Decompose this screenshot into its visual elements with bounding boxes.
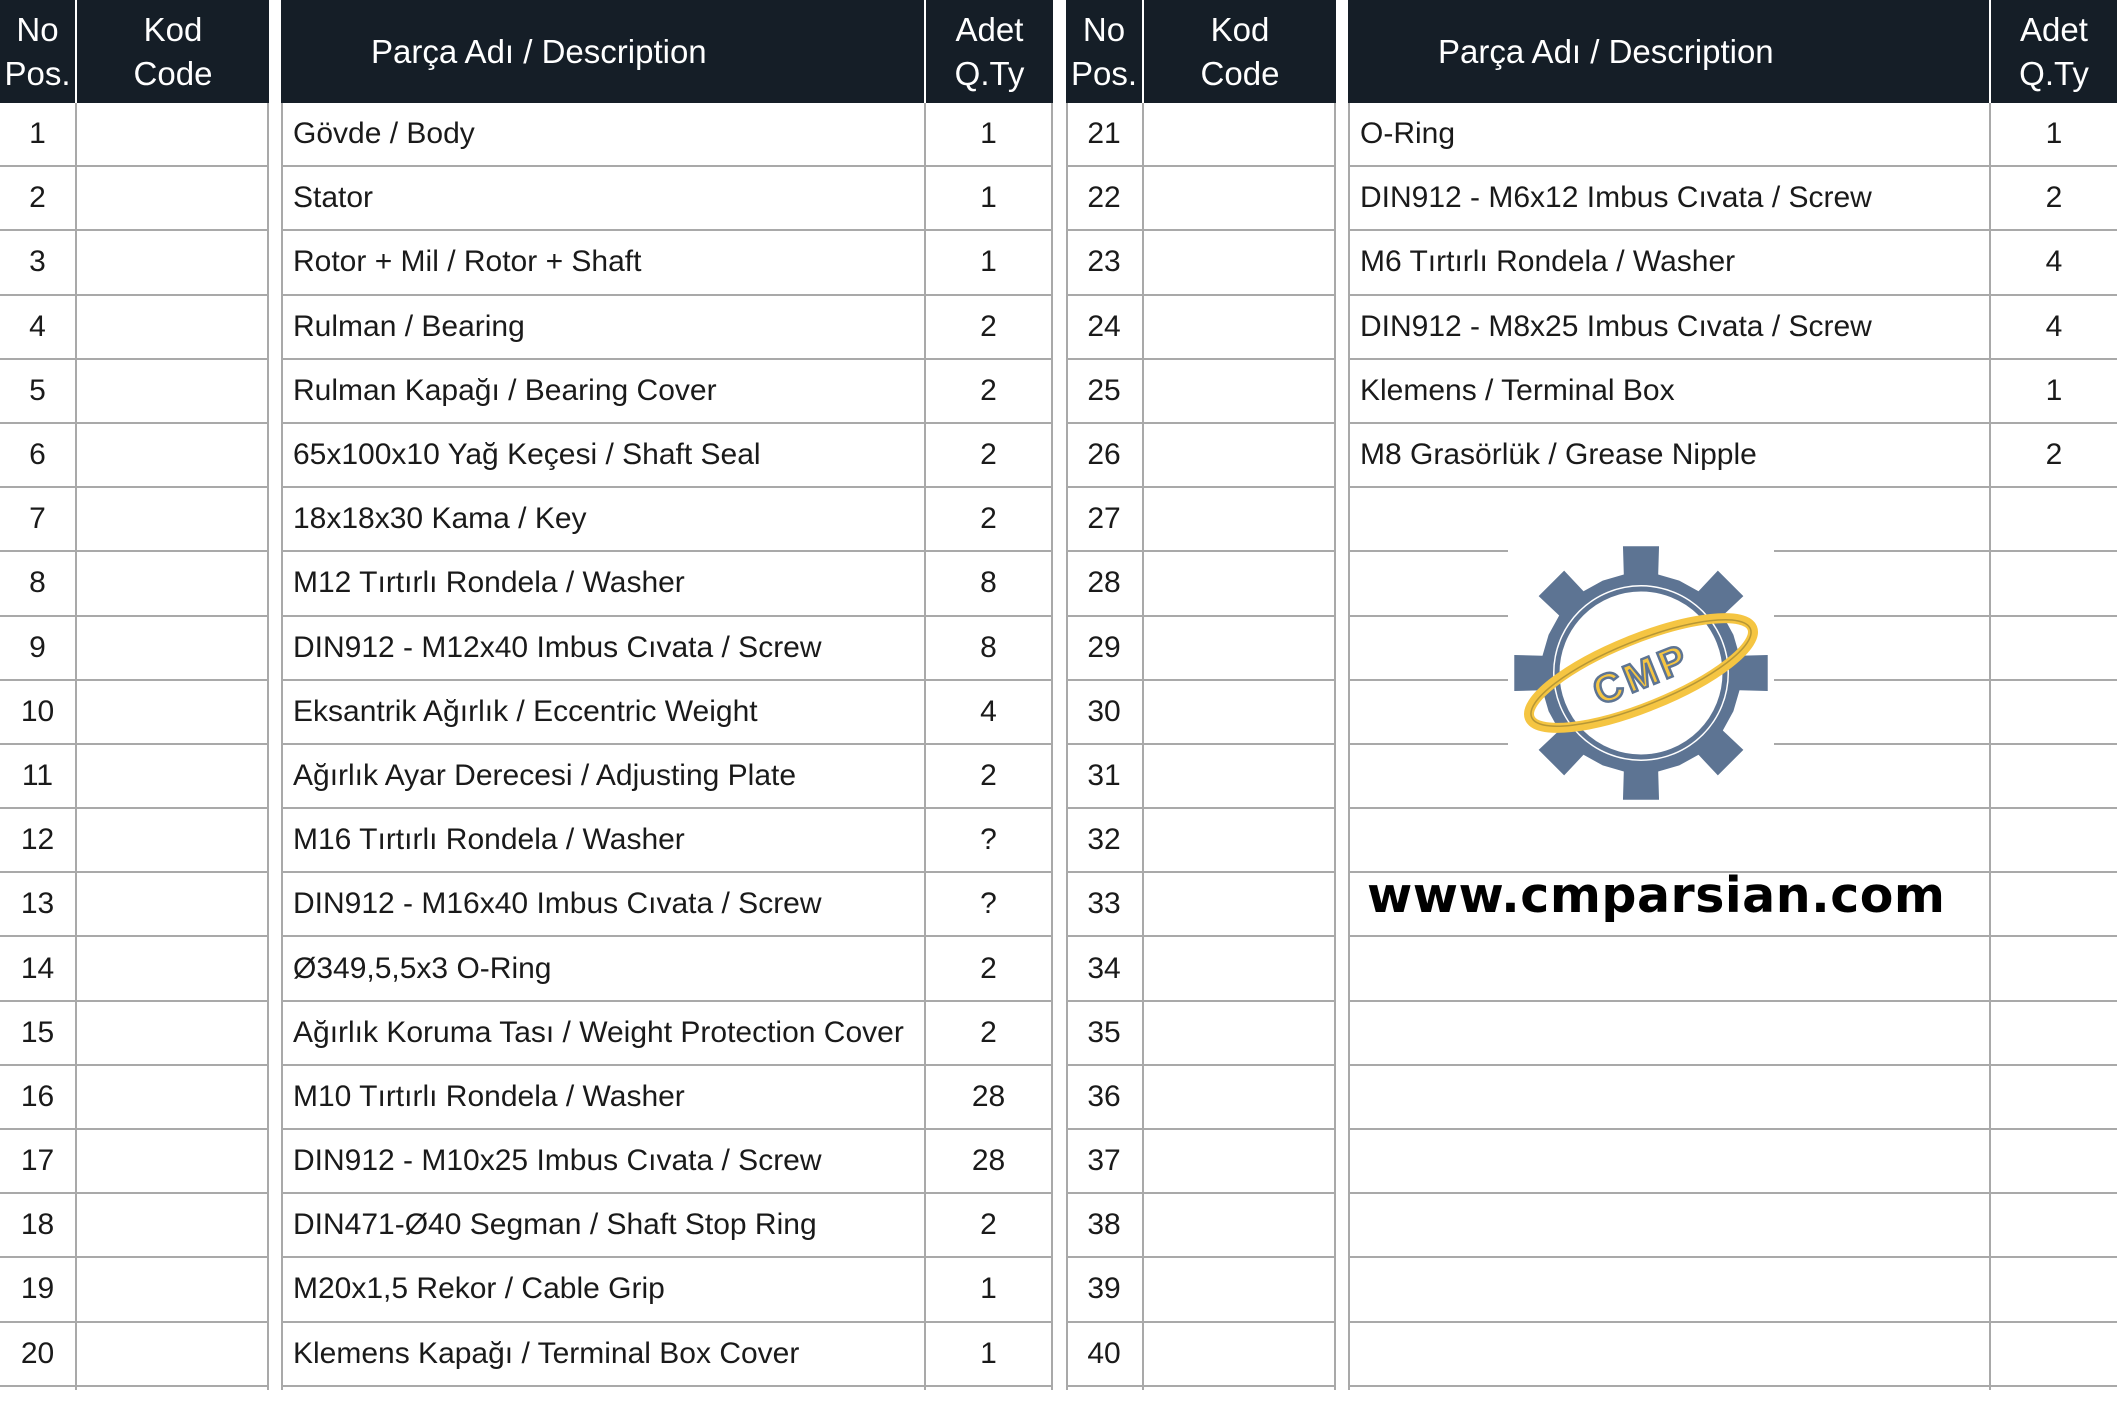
row-description: M6 Tırtırlı Rondela / Washer: [1360, 245, 1736, 279]
row-number: 16: [20, 1079, 55, 1113]
row-description: DIN471-Ø40 Segman / Shaft Stop Ring: [293, 1208, 817, 1242]
header-qty-label: Q.Ty: [2019, 54, 2089, 92]
table-row: [281, 1323, 1053, 1387]
header-adet-label: Adet: [2020, 10, 2088, 48]
row-quantity: [1991, 937, 2117, 999]
row-quantity: 1: [980, 1336, 997, 1370]
header-adet-label: Adet: [955, 10, 1024, 48]
header-no: [0, 0, 75, 103]
row-code: [1144, 424, 1334, 486]
table-row: [0, 681, 269, 745]
row-code: [1144, 488, 1334, 550]
row-number: 20: [20, 1336, 55, 1370]
row-description: DIN912 - M8x25 Imbus Cıvata / Screw: [1360, 309, 1872, 343]
logo-text: CMP: [1586, 635, 1697, 715]
row-quantity: [1991, 873, 2117, 935]
row-code: [77, 1258, 267, 1320]
row-quantity: [1991, 809, 2117, 871]
table-row: [0, 167, 269, 231]
row-number: 18: [20, 1208, 55, 1242]
right-no-code-rows: [1066, 103, 1336, 1387]
header-qty: [926, 0, 1053, 103]
table-row: [0, 231, 269, 295]
table-row: [281, 296, 1053, 360]
row-description: Rulman / Bearing: [293, 309, 525, 343]
row-quantity: 2: [980, 502, 997, 536]
row-description: Ø349,5,5x3 O-Ring: [293, 951, 552, 985]
table-row: [1066, 360, 1336, 424]
row-code: [1144, 103, 1334, 165]
row-quantity: 28: [971, 1144, 1006, 1178]
row-description: Stator: [293, 181, 374, 215]
row-description: O-Ring: [1360, 117, 1456, 151]
table-row: [1348, 103, 2117, 167]
header-kod-label: Kod: [1210, 10, 1270, 48]
header-no: [1066, 0, 1142, 103]
row-code: [1144, 681, 1334, 743]
table-row: [1066, 424, 1336, 488]
row-code: [77, 360, 267, 422]
table-row: [281, 1130, 1053, 1194]
row-code: [77, 937, 267, 999]
row-description: M20x1,5 Rekor / Cable Grip: [293, 1272, 665, 1306]
table-row: [0, 809, 269, 873]
row-quantity: 4: [2045, 245, 2063, 279]
table-row: [0, 937, 269, 1001]
table-row: [281, 1194, 1053, 1258]
table-row: [1066, 488, 1336, 552]
header-code-label: Code: [1200, 54, 1280, 92]
row-quantity: 1: [2045, 117, 2063, 151]
table-row: [0, 873, 269, 937]
table-row: [1348, 424, 2117, 488]
row-description: 65x100x10 Yağ Keçesi / Shaft Seal: [293, 438, 761, 472]
row-description: Ağırlık Ayar Derecesi / Adjusting Plate: [293, 758, 797, 792]
table-row: [1348, 167, 2117, 231]
row-description: [1348, 1002, 1989, 1064]
table-row: [1066, 1258, 1336, 1322]
header-code: [77, 0, 269, 103]
row-quantity: ?: [980, 887, 997, 921]
row-description: M8 Grasörlük / Grease Nipple: [1360, 438, 1757, 472]
header-no-label: No: [1082, 10, 1126, 48]
header-description: [1348, 0, 1989, 103]
row-description: DIN912 - M6x12 Imbus Cıvata / Screw: [1360, 181, 1872, 215]
table-row: [1066, 873, 1336, 937]
row-code: [1144, 1194, 1334, 1256]
row-code: [1144, 360, 1334, 422]
table-row: [1348, 809, 2117, 873]
row-number: 12: [20, 823, 55, 857]
row-quantity: 2: [980, 758, 997, 792]
left-no-code-block: [0, 0, 269, 1390]
row-code: [1144, 231, 1334, 293]
row-description: [1348, 937, 1989, 999]
table-row: [0, 617, 269, 681]
table-row: [1348, 1066, 2117, 1130]
row-quantity: 1: [980, 245, 997, 279]
row-quantity: [1991, 617, 2117, 679]
table-row: [0, 552, 269, 616]
table-row: [1066, 167, 1336, 231]
row-quantity: 2: [2045, 438, 2063, 472]
row-code: [1144, 1002, 1334, 1064]
table-row: [281, 681, 1053, 745]
row-description: [1348, 809, 1989, 871]
table-row: [0, 1194, 269, 1258]
header-pos-label: Pos.: [4, 54, 71, 92]
table-row: [0, 1066, 269, 1130]
table-row: [281, 745, 1053, 809]
row-description: DIN912 - M10x25 Imbus Cıvata / Screw: [293, 1144, 822, 1178]
row-quantity: 28: [971, 1079, 1006, 1113]
row-quantity: [1991, 745, 2117, 807]
left-desc-qty-block: [281, 0, 1053, 1390]
row-code: [1144, 167, 1334, 229]
row-description: DIN912 - M12x40 Imbus Cıvata / Screw: [293, 630, 822, 664]
row-description: Gövde / Body: [293, 117, 475, 151]
table-row: [1066, 1194, 1336, 1258]
table-row: [1066, 745, 1336, 809]
row-number: 11: [21, 758, 54, 792]
table-row: [0, 1130, 269, 1194]
row-code: [1144, 745, 1334, 807]
row-description: 18x18x30 Kama / Key: [293, 502, 587, 536]
row-number: 9: [29, 630, 46, 664]
row-code: [77, 1066, 267, 1128]
row-code: [77, 1194, 267, 1256]
table-row: [1348, 231, 2117, 295]
row-quantity: 4: [980, 694, 997, 728]
row-number: 33: [1087, 887, 1121, 921]
row-code: [77, 1323, 267, 1385]
row-number: 35: [1087, 1015, 1121, 1049]
row-code: [77, 167, 267, 229]
header-description-label: Parça Adı / Description: [1438, 32, 1774, 70]
header-code: [1144, 0, 1336, 103]
row-number: 34: [1087, 951, 1121, 985]
row-number: 24: [1087, 309, 1121, 343]
table-row: [1066, 296, 1336, 360]
row-code: [1144, 873, 1334, 935]
row-number: 5: [29, 373, 46, 407]
row-code: [77, 488, 267, 550]
row-description: Ağırlık Koruma Tası / Weight Protection Cover: [293, 1015, 904, 1049]
right-no-code-block: [1066, 0, 1336, 1390]
row-code: [77, 552, 267, 614]
row-number: 10: [20, 694, 55, 728]
row-quantity: [1991, 488, 2117, 550]
row-code: [1144, 809, 1334, 871]
row-number: 19: [20, 1272, 55, 1306]
row-number: 23: [1087, 245, 1121, 279]
row-description: Klemens / Terminal Box: [1360, 373, 1675, 407]
row-number: 36: [1087, 1079, 1121, 1113]
table-row: [0, 424, 269, 488]
table-row: [281, 617, 1053, 681]
table-row: [281, 1258, 1053, 1322]
row-quantity: [1991, 1323, 2117, 1385]
row-quantity: [1991, 1258, 2117, 1320]
row-number: 4: [29, 309, 46, 343]
table-row: [1348, 1258, 2117, 1322]
header-kod-label: Kod: [143, 10, 203, 48]
row-number: 25: [1087, 373, 1121, 407]
table-row: [1066, 617, 1336, 681]
row-code: [1144, 937, 1334, 999]
row-description: Klemens Kapağı / Terminal Box Cover: [293, 1336, 800, 1370]
table-row: [1348, 1323, 2117, 1387]
table-row: [281, 937, 1053, 1001]
header-qty-label: Q.Ty: [954, 54, 1025, 92]
table-row: [0, 296, 269, 360]
table-row: [281, 103, 1053, 167]
table-row: [1066, 1002, 1336, 1066]
row-code: [77, 103, 267, 165]
row-description: [1348, 1066, 1989, 1128]
table-row: [1348, 1194, 2117, 1258]
row-quantity: 8: [980, 566, 997, 600]
row-code: [77, 296, 267, 358]
row-quantity: 2: [980, 1015, 997, 1049]
table-row: [1348, 296, 2117, 360]
table-row: [1348, 1002, 2117, 1066]
row-quantity: [1991, 681, 2117, 743]
table-row: [281, 1002, 1053, 1066]
row-code: [1144, 296, 1334, 358]
row-quantity: 4: [2045, 309, 2063, 343]
cmp-logo: [1508, 540, 1774, 806]
row-number: 2: [29, 181, 46, 215]
table-row: [1066, 681, 1336, 745]
table-row: [0, 488, 269, 552]
row-code: [77, 681, 267, 743]
row-code: [77, 1130, 267, 1192]
table-row: [281, 231, 1053, 295]
row-number: 17: [20, 1144, 55, 1178]
row-number: 15: [20, 1015, 55, 1049]
row-quantity: 8: [980, 630, 997, 664]
row-quantity: [1991, 1194, 2117, 1256]
left-no-code-rows: [0, 103, 269, 1387]
table-row: [1066, 1130, 1336, 1194]
table-row: [281, 167, 1053, 231]
row-number: 27: [1087, 502, 1121, 536]
row-code: [77, 231, 267, 293]
row-number: 32: [1087, 823, 1121, 857]
row-quantity: 2: [980, 951, 997, 985]
row-description: M12 Tırtırlı Rondela / Washer: [293, 566, 685, 600]
row-number: 31: [1087, 758, 1121, 792]
row-quantity: 2: [980, 309, 997, 343]
row-quantity: 1: [980, 181, 997, 215]
row-code: [77, 617, 267, 679]
row-quantity: [1991, 1130, 2117, 1192]
row-description: Eksantrik Ağırlık / Eccentric Weight: [293, 694, 758, 728]
row-code: [1144, 1258, 1334, 1320]
row-number: 37: [1087, 1144, 1121, 1178]
row-quantity: 2: [2045, 181, 2063, 215]
table-row: [281, 424, 1053, 488]
table-row: [281, 1066, 1053, 1130]
row-code: [77, 1002, 267, 1064]
row-description: DIN912 - M16x40 Imbus Cıvata / Screw: [293, 887, 822, 921]
header-pos-label: Pos.: [1070, 54, 1138, 92]
row-quantity: ?: [980, 823, 997, 857]
row-quantity: 1: [2045, 373, 2063, 407]
row-number: 26: [1087, 438, 1121, 472]
row-number: 7: [29, 502, 46, 536]
website-url: www.cmparsian.com: [1367, 867, 1946, 924]
header-no-label: No: [16, 10, 59, 48]
row-quantity: 1: [980, 117, 997, 151]
gear-logo-icon: [1508, 540, 1774, 806]
table-row: [0, 1258, 269, 1322]
row-number: 1: [29, 117, 46, 151]
header-description: [281, 0, 924, 103]
row-code: [1144, 1130, 1334, 1192]
row-description: M10 Tırtırlı Rondela / Washer: [293, 1079, 685, 1113]
row-description: [1348, 1130, 1989, 1192]
table-row: [1066, 231, 1336, 295]
header-qty: [1991, 0, 2117, 103]
row-quantity: 2: [980, 373, 997, 407]
table-row: [281, 809, 1053, 873]
row-description: M16 Tırtırlı Rondela / Washer: [293, 823, 685, 857]
table-row: [1066, 552, 1336, 616]
table-row: [1066, 937, 1336, 1001]
row-quantity: [1991, 1066, 2117, 1128]
row-quantity: [1991, 1002, 2117, 1064]
row-code: [77, 424, 267, 486]
table-row: [0, 1002, 269, 1066]
row-quantity: 2: [980, 1208, 997, 1242]
table-row: [0, 103, 269, 167]
row-number: 22: [1087, 181, 1121, 215]
row-code: [77, 745, 267, 807]
row-code: [1144, 1323, 1334, 1385]
row-number: 13: [20, 887, 55, 921]
row-number: 38: [1087, 1208, 1121, 1242]
table-row: [1348, 937, 2117, 1001]
table-row: [1066, 1323, 1336, 1387]
row-number: 6: [29, 438, 46, 472]
row-quantity: [1991, 552, 2117, 614]
row-number: 40: [1087, 1336, 1121, 1370]
table-row: [281, 360, 1053, 424]
row-code: [1144, 617, 1334, 679]
table-row: [1348, 360, 2117, 424]
left-desc-qty-rows: [281, 103, 1053, 1387]
row-number: 39: [1087, 1272, 1121, 1306]
row-description: [1348, 1194, 1989, 1256]
table-row: [281, 488, 1053, 552]
header-description-label: Parça Adı / Description: [371, 32, 707, 70]
row-description: [1348, 1258, 1989, 1320]
table-row: [0, 745, 269, 809]
table-row: [1066, 809, 1336, 873]
row-code: [77, 873, 267, 935]
row-code: [1144, 1066, 1334, 1128]
row-number: 28: [1087, 566, 1121, 600]
row-description: Rotor + Mil / Rotor + Shaft: [293, 245, 642, 279]
row-quantity: 2: [980, 438, 997, 472]
row-description: [1348, 1323, 1989, 1385]
row-number: 14: [20, 951, 55, 985]
table-row: [281, 873, 1053, 937]
row-number: 30: [1087, 694, 1121, 728]
table-row: [1066, 103, 1336, 167]
table-row: [0, 360, 269, 424]
table-row: [1348, 1130, 2117, 1194]
row-quantity: 1: [980, 1272, 997, 1306]
row-number: 8: [29, 566, 46, 600]
row-number: 21: [1087, 117, 1121, 151]
row-code: [1144, 552, 1334, 614]
row-description: Rulman Kapağı / Bearing Cover: [293, 373, 717, 407]
row-code: [77, 809, 267, 871]
table-row: [0, 1323, 269, 1387]
row-number: 29: [1087, 630, 1121, 664]
header-code-label: Code: [133, 54, 213, 92]
table-row: [1066, 1066, 1336, 1130]
row-number: 3: [29, 245, 46, 279]
table-row: [281, 552, 1053, 616]
